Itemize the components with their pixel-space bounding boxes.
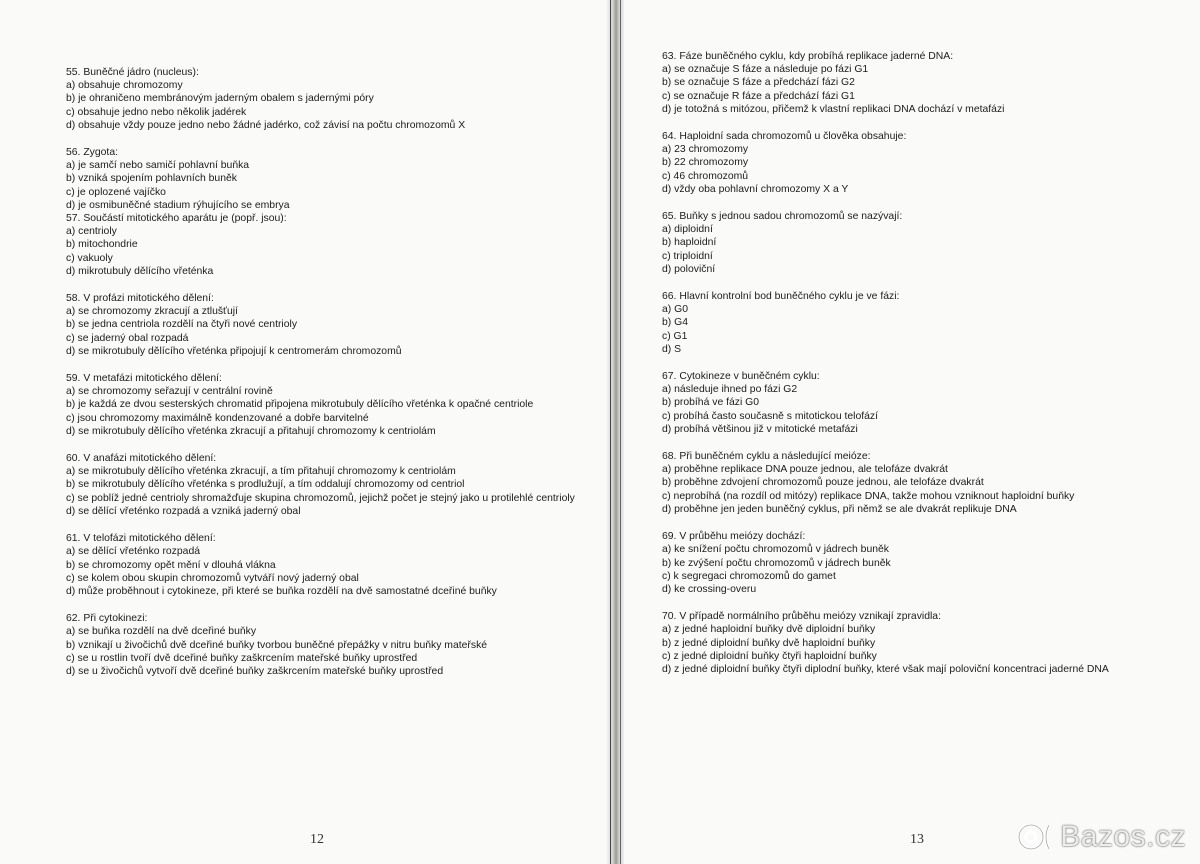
question-title: 60. V anafázi mitotického dělení: (66, 453, 217, 465)
question-63 (662, 50, 1180, 116)
answer-option: b) se označuje S fáze a předchází fázi G2 (662, 77, 855, 89)
answer-option: b) ke zvýšení počtu chromozomů v jádrech buněk (662, 557, 891, 569)
answer-option: c) G1 (662, 330, 688, 342)
answer-option: b) se chromozomy opět mění v dlouhá vlákna (66, 559, 276, 571)
answer-option: c) je oplozené vajíčko (66, 186, 166, 198)
right-page (624, 0, 1200, 864)
answer-option: a) se mikrotubuly dělícího vřeténka zkracují, a tím přitahují chromozomy k centriolám (66, 466, 456, 478)
answer-option: d) se dělící vřeténko rozpadá a vzniká jaderný obal (66, 505, 301, 517)
question-title: 56. Zygota: (66, 147, 118, 159)
answer-option: d) z jedné diploidní buňky čtyři diplodní buňky, které však mají poloviční koncentraci jaderné DNA (662, 663, 1109, 675)
answer-option: a) diploidní (662, 224, 713, 236)
question-61 (66, 532, 588, 598)
answer-option: a) z jedné haploidní buňky dvě diploidní buňky (662, 624, 876, 636)
answer-option: d) se u živočichů vytvoří dvě dceřiné buňky zaškrcením mateřské buňky uprostřed (66, 665, 444, 677)
answer-option: c) se u rostlin tvoří dvě dceřiné buňky zaškrcením mateřské buňky uprostřed (66, 652, 418, 664)
question-title: 63. Fáze buněčného cyklu, kdy probíhá replikace jaderné DNA: (662, 51, 954, 62)
answer-option: c) se poblíž jedné centrioly shromažďuje skupina chromozomů, jejichž počet je stejný jako u protilehlé centrioly (66, 492, 575, 504)
answer-option: d) se mikrotubuly dělícího vřeténka připojují k centromerám chromozomů (66, 345, 402, 357)
answer-option: d) ke crossing-overu (662, 583, 757, 595)
left-question-list (66, 66, 588, 678)
answer-option: d) obsahuje vždy pouze jedno nebo žádné jadérko, což závisí na počtu chromozomů X (66, 119, 466, 131)
question-title: 67. Cytokineze v buněčném cyklu: (662, 371, 820, 383)
answer-option: a) proběhne replikace DNA pouze jednou, ale telofáze dvakrát (662, 464, 948, 476)
answer-option: c) se jaderný obal rozpadá (66, 332, 189, 344)
page-number-left: 12 (310, 832, 324, 847)
answer-option: d) je osmibuněčné stadium rýhujícího se embrya (66, 199, 290, 211)
answer-option: a) se chromozomy zkracují a ztlušťují (66, 306, 238, 318)
question-title: 69. V průběhu meiózy dochází: (662, 531, 806, 543)
answer-option: a) se chromozomy seřazují v centrální rovině (66, 386, 273, 398)
answer-option: d) S (662, 343, 682, 355)
right-question-list (662, 50, 1180, 676)
bazos-watermark (1016, 820, 1186, 854)
watermark-text: Bazos.cz (1060, 820, 1186, 853)
question-title: 70. V případě normálního průběhu meiózy vznikají zpravidla: (662, 611, 941, 623)
question-66 (662, 290, 1180, 356)
book-gutter (606, 0, 626, 864)
answer-option: a) následuje ihned po fázi G2 (662, 384, 798, 396)
question-68 (662, 450, 1180, 516)
answer-option: c) z jedné diploidní buňky čtyři haploidní buňky (662, 650, 877, 662)
answer-option: c) se označuje R fáze a předchází fázi G1 (662, 90, 855, 102)
question-65 (662, 210, 1180, 276)
answer-option: d) je totožná s mitózou, přičemž k vlastní replikaci DNA dochází v metafázi (662, 103, 1005, 115)
question-59 (66, 372, 588, 438)
answer-option: d) mikrotubuly dělícího vřeténka (66, 265, 214, 277)
answer-option: b) 22 chromozomy (662, 157, 749, 169)
answer-option: b) G4 (662, 317, 688, 329)
answer-option: d) poloviční (662, 263, 716, 275)
question-56 (66, 146, 588, 212)
question-67 (662, 370, 1180, 436)
answer-option: b) je každá ze dvou sesterských chromatid připojena mikrotubuly dělícího vřeténka k opačné centriole (66, 399, 534, 411)
answer-option: b) mitochondrie (66, 239, 138, 251)
question-title: 57. Součástí mitotického aparátu je (popř. jsou): (66, 213, 287, 225)
answer-option: c) obsahuje jedno nebo několik jadérek (66, 106, 247, 118)
answer-option: c) jsou chromozomy maximálně kondenzované a dobře barvitelné (66, 412, 369, 424)
answer-option: d) proběhne jen jeden buněčný cyklus, při němž se ale dvakrát replikuje DNA (662, 503, 1017, 515)
question-60 (66, 452, 588, 518)
question-title: 58. V profázi mitotického dělení: (66, 293, 214, 305)
question-title: 65. Buňky s jednou sadou chromozomů se nazývají: (662, 211, 903, 223)
answer-option: a) obsahuje chromozomy (66, 80, 183, 92)
answer-option: a) se dělící vřeténko rozpadá (66, 546, 200, 558)
answer-option: b) je ohraničeno membránovým jaderným obalem s jadernými póry (66, 93, 374, 105)
answer-option: b) se mikrotubuly dělícího vřeténka s prodlužují, a tím oddalují chromozomy od centriol (66, 479, 465, 491)
answer-option: a) je samčí nebo samičí pohlavní buňka (66, 160, 250, 172)
question-title: 68. Při buněčném cyklu a následující meióze: (662, 451, 871, 463)
answer-option: a) se buňka rozdělí na dvě dceřiné buňky (66, 626, 257, 638)
question-70 (662, 610, 1180, 676)
answer-option: a) 23 chromozomy (662, 144, 749, 156)
answer-option: d) vždy oba pohlavní chromozomy X a Y (662, 183, 849, 195)
answer-option: d) probíhá většinou již v mitotické metafázi (662, 423, 858, 435)
answer-option: c) triploidní (662, 250, 713, 262)
answer-option: a) centrioly (66, 226, 117, 238)
question-62 (66, 612, 588, 678)
answer-option: c) neprobíhá (na rozdíl od mitózy) replikace DNA, takže mohou vzniknout haploidní buňky (662, 490, 1075, 502)
answer-option: b) vzniká spojením pohlavních buněk (66, 173, 237, 185)
answer-option: b) se jedna centriola rozdělí na čtyři nové centrioly (66, 319, 298, 331)
question-title: 61. V telofázi mitotického dělení: (66, 533, 216, 545)
answer-option: c) probíhá často současně s mitotickou telofází (662, 410, 879, 422)
question-69 (662, 530, 1180, 596)
answer-option: b) proběhne zdvojení chromozomů pouze jednou, ale telofáze dvakrát (662, 477, 984, 489)
answer-option: b) z jedné diploidní buňky dvě haploidní buňky (662, 637, 876, 649)
answer-option: a) ke snížení počtu chromozomů v jádrech buněk (662, 544, 889, 556)
question-title: 66. Hlavní kontrolní bod buněčného cyklu je ve fázi: (662, 291, 900, 303)
question-55 (66, 66, 588, 132)
question-title: 64. Haploidní sada chromozomů u člověka obsahuje: (662, 131, 907, 143)
answer-option: b) haploidní (662, 237, 717, 249)
question-title: 62. Při cytokinezi: (66, 613, 148, 625)
answer-option: c) vakuoly (66, 252, 113, 264)
answer-option: a) se označuje S fáze a následuje po fázi G1 (662, 64, 869, 76)
answer-option: b) probíhá ve fázi G0 (662, 397, 760, 409)
answer-option: c) se kolem obou skupin chromozomů vytváří nový jaderný obal (66, 572, 359, 584)
answer-option: d) může proběhnout i cytokineze, při které se buňka rozdělí na dvě samostatné dceřiné buňky (66, 585, 497, 597)
question-title: 59. V metafázi mitotického dělení: (66, 373, 222, 385)
answer-option: a) G0 (662, 304, 688, 316)
answer-option: c) 46 chromozomů (662, 170, 749, 182)
at-sign-bazos-logo-icon (1016, 820, 1056, 854)
question-64 (662, 130, 1180, 196)
question-57 (66, 212, 588, 278)
answer-option: c) k segregaci chromozomů do gamet (662, 570, 836, 582)
question-title: 55. Buněčné jádro (nucleus): (66, 67, 199, 78)
answer-option: b) vznikají u živočichů dvě dceřiné buňky tvorbou buněčné přepážky v nitru buňky mateřské (66, 639, 488, 651)
question-58 (66, 292, 588, 358)
answer-option: d) se mikrotubuly dělícího vřeténka zkracují a přitahují chromozomy k centriolám (66, 425, 436, 437)
page-number-right: 13 (910, 832, 924, 847)
